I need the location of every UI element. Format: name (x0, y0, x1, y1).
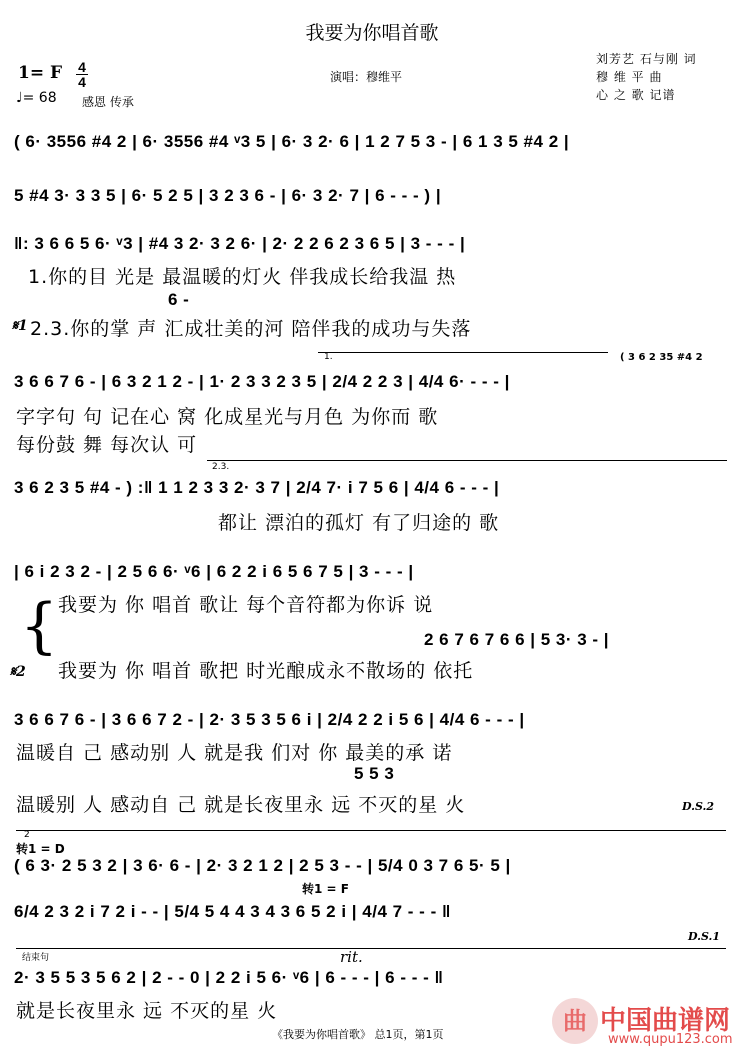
lyric-line: 字字句 句 记在心 窝 化成星光与月色 为你而 歌 (16, 406, 439, 428)
singer-credit: 演唱：穆维平 (330, 70, 403, 84)
watermark-name: 中国曲谱网 (600, 1006, 731, 1036)
notation-line: 3 6 6 7 6 - | 6 3 2 1 2 - | 1· 2 3 3 2 3 5 | 2/4 2 2 3 | 4/4 6· - - - | (14, 372, 510, 391)
notation-line: 6/4 2 3 2 i 7 2 i - - | 5/4 5 4 4 3 4 3 6 5 2 i | 4/4 7 - - - ‖ (14, 902, 451, 921)
lyric-line: 每份鼓 舞 每次认 可 (16, 434, 198, 456)
extra-notes: 6 - (168, 290, 190, 309)
notation-line: 5 #4 3· 3 3 5 | 6· 5 2 5 | 3 2 3 6 - | 6· 3 2· 7 | 6 - - - ) | (14, 186, 442, 205)
notation-line: 3 6 2 3 5 #4 - ) :‖ 1 1 2 3 3 2· 3 7 | 2/4 7· i 7 5 6 | 4/4 6 - - - | (14, 478, 500, 497)
ds-marker: D.S.2 (682, 800, 715, 813)
page-footer: 《我要为你唱首歌》 总1页，第1页 (272, 1028, 444, 1041)
time-numerator: 4 (78, 59, 86, 75)
key-signature: 1= F (18, 63, 63, 83)
time-signature (76, 60, 88, 89)
lyric-line: 都让 漂泊的孤灯 有了归途的 歌 (218, 512, 500, 534)
tempo-note: 感恩 传承 (82, 95, 134, 109)
volta-label: 2.3. (212, 462, 230, 472)
segno-1: 𝄋1 (12, 318, 28, 334)
composer-credit: 穆 维 平 曲 (596, 70, 663, 84)
watermark-logo-icon: 曲 (552, 998, 598, 1044)
volta-label: 1. (324, 352, 333, 362)
lyric-line: 我要为 你 唱首 歌把 时光酿成永不散场的 依托 (58, 660, 474, 682)
lyric-line: 2.3.你的掌 声 汇成壮美的河 陪伴我的成功与失落 (30, 318, 472, 340)
notation-line: ( 6· 3556 #4 2 | 6· 3556 #4 ᵛ3 5 | 6· 3 2· 6 | 1 2 7 5 3 - | 6 1 3 5 #4 2 | (14, 132, 570, 151)
page-title: 我要为你唱首歌 (305, 22, 439, 44)
lyric-line: 我要为 你 唱首 歌让 每个音符都为你诉 说 (58, 594, 434, 616)
volta-label: 2 (24, 830, 30, 840)
time-denominator: 4 (78, 74, 86, 90)
extra-notes: 5 5 3 (354, 764, 395, 783)
modulation: 转1 = F (302, 882, 349, 896)
cue-notes: ( 3 6 2 35 #4 2 (620, 352, 703, 363)
segno-2: 𝄋2 (10, 664, 26, 680)
notation-line: | 6 i 2 3 2 - | 2 5 6 6· ᵛ6 | 6 2 2 i 6 5 6 7 5 | 3 - - - | (14, 562, 414, 581)
notation-line: 2· 3 5 5 3 5 6 2 | 2 - - 0 | 2 2 i 5 6· ᵛ6 | 6 - - - | 6 - - - ‖ (14, 968, 444, 987)
notation-line: 2 6 7 6 7 6 6 | 5 3· 3 - | (424, 630, 610, 649)
bracket: { (20, 591, 59, 661)
modulation: 转1 = D (16, 842, 65, 856)
lyric-line: 就是长夜里永 远 不灭的星 火 (16, 1000, 278, 1022)
notation-line: ‖: 3 6 6 5 6· ᵛ3 | #4 3 2· 3 2 6· | 2· 2 2 6 2 3 6 5 | 3 - - - | (14, 234, 466, 253)
lyric-line: 温暖别 人 感动自 己 就是长夜里永 远 不灭的星 火 (16, 794, 466, 816)
lyricist-credit: 刘芳艺 石与刚 词 (596, 52, 697, 66)
lyric-line: 1.你的目 光是 最温暖的灯火 伴我成长给我温 热 (28, 266, 457, 288)
notation-line: 3 6 6 7 6 - | 3 6 6 7 2 - | 2· 3 5 3 5 6 i | 2/4 2 2 i 5 6 | 4/4 6 - - - | (14, 710, 525, 729)
watermark-url: www.qupu123.com (608, 1032, 733, 1047)
lyric-line: 温暖自 己 感动别 人 就是我 们对 你 最美的承 诺 (16, 742, 453, 764)
transcriber-credit: 心 之 歌 记谱 (596, 88, 676, 102)
notation-line: ( 6 3· 2 5 3 2 | 3 6· 6 - | 2· 3 2 1 2 | 2 5 3 - - | 5/4 0 3 7 6 5· 5 | (14, 856, 511, 875)
ds-marker: D.S.1 (688, 930, 721, 943)
section-label: 结束句 (22, 953, 50, 963)
tempo-marking: ♩= 68 (16, 90, 57, 106)
ritardando: rit. (340, 948, 363, 966)
